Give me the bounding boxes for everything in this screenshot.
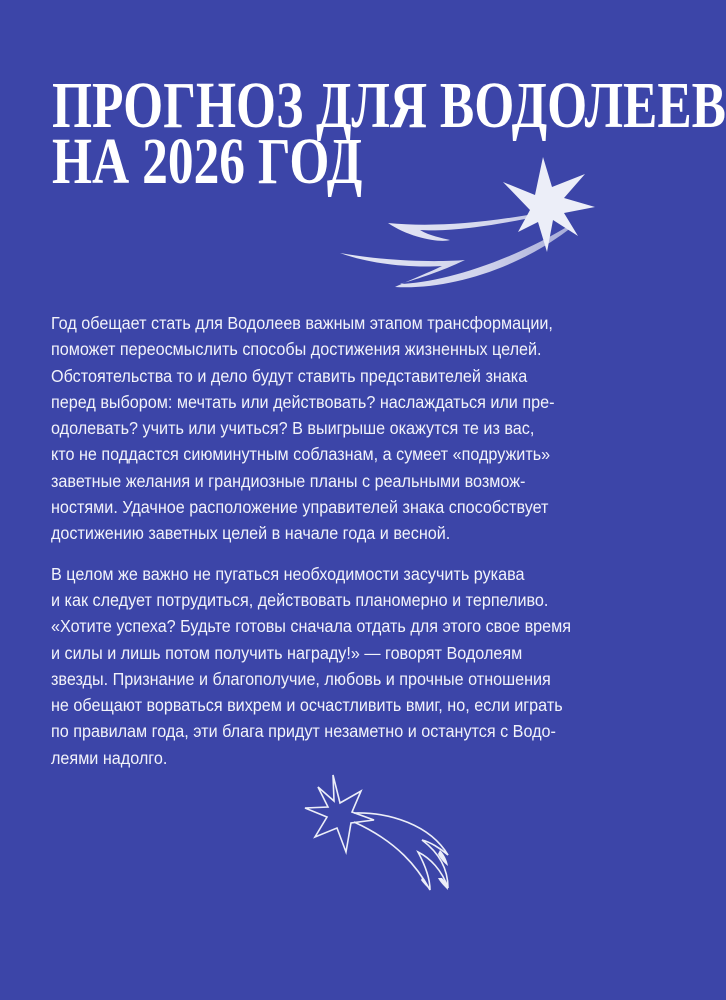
text-line: ностями. Удачное расположение управителей знака способствует bbox=[51, 497, 549, 518]
text-line: кто не поддастся сиюминутным соблазнам, а сумеет «подружить» bbox=[51, 444, 551, 465]
text-line: одолевать? учить или учиться? В выигрыше окажутся те из вас, bbox=[51, 418, 535, 439]
text-line: «Хотите успеха? Будьте готовы сначала отдать для этого свое время bbox=[51, 616, 572, 637]
text-line: звезды. Признание и благополучие, любовь и прочные отношения bbox=[51, 668, 551, 689]
paragraph-1 bbox=[51, 310, 691, 547]
text-line: не обещают ворваться вихрем и осчастливить вмиг, но, если играть bbox=[51, 695, 563, 716]
text-line: перед выбором: мечтать или действовать? наслаждаться или пре- bbox=[51, 391, 555, 412]
text-line: заветные желания и грандиозные планы с реальными возмож- bbox=[51, 470, 526, 491]
paragraph-2 bbox=[51, 561, 691, 771]
title-line-1: ПРОГНОЗ ДЛЯ ВОДОЛЕЕВ bbox=[52, 69, 726, 142]
text-line: Год обещает стать для Водолеев важным этапом трансформации, bbox=[51, 313, 553, 333]
text-line: по правилам года, эти блага придут незаметно и останутся с Водо- bbox=[51, 721, 556, 742]
shooting-star-outline-icon bbox=[290, 770, 490, 920]
text-line: и силы и лишь потом получить награду!» — говорят Водолеям bbox=[51, 642, 523, 663]
shooting-star-filled-icon bbox=[330, 150, 630, 300]
text-line: леями надолго. bbox=[51, 747, 168, 768]
text-line: достижению заветных целей в начале года и весной. bbox=[51, 523, 451, 544]
text-line: Обстоятельства то и дело будут ставить представителей знака bbox=[51, 365, 528, 386]
text-line: и как следует потрудиться, действовать планомерно и терпеливо. bbox=[51, 589, 549, 610]
text-line: В целом же важно не пугаться необходимости засучить рукава bbox=[51, 563, 525, 584]
article-body bbox=[51, 310, 691, 785]
title-line-2: НА 2026 ГОД bbox=[52, 125, 363, 198]
text-line: поможет переосмыслить способы достижения жизненных целей. bbox=[51, 339, 542, 360]
